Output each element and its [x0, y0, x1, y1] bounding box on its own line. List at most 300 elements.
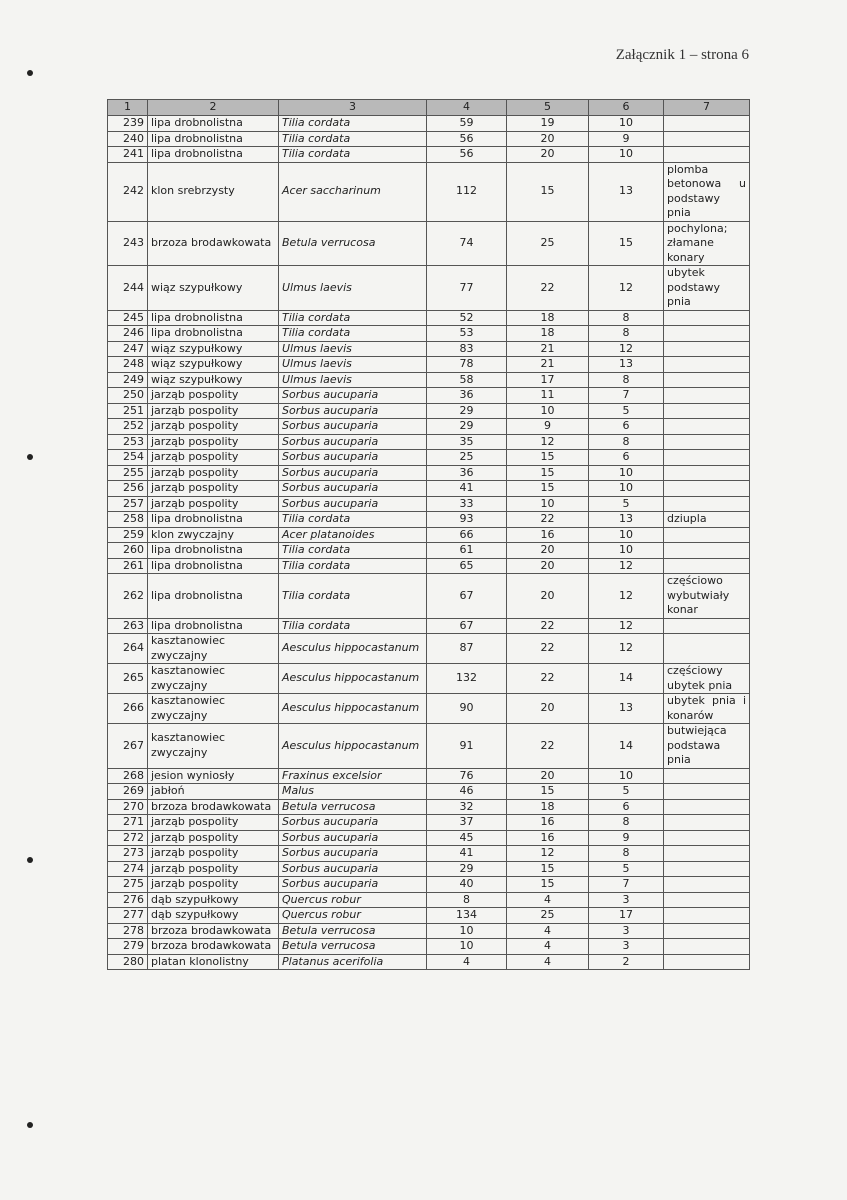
- column-6-cell: 13: [589, 512, 664, 528]
- table-row: [108, 434, 750, 450]
- latin-name-cell: Sorbus aucuparia: [279, 388, 427, 404]
- note-cell: [664, 496, 750, 512]
- table-row: [108, 162, 750, 221]
- row-number-cell: 264: [108, 634, 148, 664]
- column-4-cell: 58: [427, 372, 507, 388]
- note-cell: butwiejąca podstawa pnia: [664, 724, 750, 769]
- column-4-cell: 29: [427, 861, 507, 877]
- column-header: 7: [664, 100, 750, 116]
- table-row: [108, 784, 750, 800]
- latin-name-cell: Sorbus aucuparia: [279, 496, 427, 512]
- table-body: [108, 116, 750, 970]
- latin-name-cell: Sorbus aucuparia: [279, 481, 427, 497]
- column-4-cell: 132: [427, 664, 507, 694]
- latin-name-cell: Tilia cordata: [279, 512, 427, 528]
- polish-name-cell: jarząb pospolity: [148, 465, 279, 481]
- column-4-cell: 65: [427, 558, 507, 574]
- polish-name-cell: jarząb pospolity: [148, 434, 279, 450]
- column-6-cell: 13: [589, 357, 664, 373]
- column-4-cell: 36: [427, 465, 507, 481]
- column-6-cell: 3: [589, 939, 664, 955]
- column-6-cell: 6: [589, 419, 664, 435]
- latin-name-cell: Fraxinus excelsior: [279, 768, 427, 784]
- latin-name-cell: Sorbus aucuparia: [279, 450, 427, 466]
- latin-name-cell: Betula verrucosa: [279, 799, 427, 815]
- punch-hole-mark: [27, 1122, 33, 1128]
- polish-name-cell: kasztanowiec zwyczajny: [148, 694, 279, 724]
- polish-name-cell: lipa drobnolistna: [148, 310, 279, 326]
- column-6-cell: 9: [589, 131, 664, 147]
- row-number-cell: 267: [108, 724, 148, 769]
- column-4-cell: 87: [427, 634, 507, 664]
- polish-name-cell: jarząb pospolity: [148, 450, 279, 466]
- column-6-cell: 8: [589, 372, 664, 388]
- latin-name-cell: Sorbus aucuparia: [279, 861, 427, 877]
- column-6-cell: 12: [589, 574, 664, 619]
- latin-name-cell: Betula verrucosa: [279, 939, 427, 955]
- row-number-cell: 262: [108, 574, 148, 619]
- column-6-cell: 14: [589, 664, 664, 694]
- latin-name-cell: Tilia cordata: [279, 310, 427, 326]
- row-number-cell: 256: [108, 481, 148, 497]
- polish-name-cell: lipa drobnolistna: [148, 131, 279, 147]
- column-6-cell: 7: [589, 877, 664, 893]
- latin-name-cell: Tilia cordata: [279, 116, 427, 132]
- note-cell: [664, 465, 750, 481]
- row-number-cell: 246: [108, 326, 148, 342]
- latin-name-cell: Ulmus laevis: [279, 372, 427, 388]
- table-row: [108, 310, 750, 326]
- column-6-cell: 8: [589, 815, 664, 831]
- latin-name-cell: Quercus robur: [279, 892, 427, 908]
- row-number-cell: 261: [108, 558, 148, 574]
- note-cell: [664, 450, 750, 466]
- table-row: [108, 326, 750, 342]
- note-cell: [664, 815, 750, 831]
- column-4-cell: 67: [427, 618, 507, 634]
- note-cell: [664, 481, 750, 497]
- column-6-cell: 17: [589, 908, 664, 924]
- table-row: [108, 954, 750, 970]
- column-5-cell: 15: [507, 450, 589, 466]
- column-4-cell: 83: [427, 341, 507, 357]
- latin-name-cell: Sorbus aucuparia: [279, 815, 427, 831]
- note-cell: dziupla: [664, 512, 750, 528]
- column-5-cell: 4: [507, 923, 589, 939]
- row-number-cell: 275: [108, 877, 148, 893]
- note-cell: ubytek pnia i konarów: [664, 694, 750, 724]
- table-row: [108, 861, 750, 877]
- column-4-cell: 90: [427, 694, 507, 724]
- polish-name-cell: jarząb pospolity: [148, 846, 279, 862]
- column-6-cell: 14: [589, 724, 664, 769]
- row-number-cell: 254: [108, 450, 148, 466]
- row-number-cell: 271: [108, 815, 148, 831]
- polish-name-cell: lipa drobnolistna: [148, 574, 279, 619]
- polish-name-cell: platan klonolistny: [148, 954, 279, 970]
- column-5-cell: 21: [507, 357, 589, 373]
- polish-name-cell: brzoza brodawkowata: [148, 221, 279, 266]
- latin-name-cell: Quercus robur: [279, 908, 427, 924]
- column-5-cell: 10: [507, 403, 589, 419]
- punch-hole-mark: [27, 454, 33, 460]
- column-5-cell: 15: [507, 465, 589, 481]
- column-6-cell: 10: [589, 147, 664, 163]
- column-6-cell: 5: [589, 861, 664, 877]
- column-4-cell: 41: [427, 846, 507, 862]
- table-row: [108, 618, 750, 634]
- latin-name-cell: Aesculus hippocastanum: [279, 724, 427, 769]
- note-cell: [664, 326, 750, 342]
- table-row: [108, 465, 750, 481]
- note-cell: [664, 784, 750, 800]
- polish-name-cell: jarząb pospolity: [148, 830, 279, 846]
- latin-name-cell: Tilia cordata: [279, 618, 427, 634]
- latin-name-cell: Acer platanoides: [279, 527, 427, 543]
- table-row: [108, 147, 750, 163]
- column-5-cell: 22: [507, 618, 589, 634]
- latin-name-cell: Aesculus hippocastanum: [279, 694, 427, 724]
- latin-name-cell: Betula verrucosa: [279, 221, 427, 266]
- column-6-cell: 6: [589, 799, 664, 815]
- latin-name-cell: Sorbus aucuparia: [279, 465, 427, 481]
- column-5-cell: 20: [507, 694, 589, 724]
- note-cell: [664, 908, 750, 924]
- polish-name-cell: wiąz szypułkowy: [148, 372, 279, 388]
- column-4-cell: 33: [427, 496, 507, 512]
- column-6-cell: 12: [589, 558, 664, 574]
- table-row: [108, 908, 750, 924]
- row-number-cell: 257: [108, 496, 148, 512]
- polish-name-cell: kasztanowiec zwyczajny: [148, 664, 279, 694]
- row-number-cell: 259: [108, 527, 148, 543]
- column-4-cell: 67: [427, 574, 507, 619]
- column-5-cell: 22: [507, 512, 589, 528]
- row-number-cell: 277: [108, 908, 148, 924]
- table-row: [108, 527, 750, 543]
- column-5-cell: 4: [507, 892, 589, 908]
- column-6-cell: 7: [589, 388, 664, 404]
- column-6-cell: 5: [589, 784, 664, 800]
- latin-name-cell: Tilia cordata: [279, 558, 427, 574]
- table-row: [108, 131, 750, 147]
- column-5-cell: 4: [507, 954, 589, 970]
- column-4-cell: 77: [427, 266, 507, 311]
- polish-name-cell: klon zwyczajny: [148, 527, 279, 543]
- row-number-cell: 243: [108, 221, 148, 266]
- note-cell: [664, 527, 750, 543]
- table-header-row: [108, 100, 750, 116]
- punch-hole-mark: [27, 857, 33, 863]
- column-5-cell: 20: [507, 147, 589, 163]
- row-number-cell: 240: [108, 131, 148, 147]
- table-row: [108, 116, 750, 132]
- row-number-cell: 247: [108, 341, 148, 357]
- polish-name-cell: lipa drobnolistna: [148, 116, 279, 132]
- column-5-cell: 4: [507, 939, 589, 955]
- polish-name-cell: lipa drobnolistna: [148, 147, 279, 163]
- column-4-cell: 45: [427, 830, 507, 846]
- row-number-cell: 241: [108, 147, 148, 163]
- column-4-cell: 41: [427, 481, 507, 497]
- row-number-cell: 258: [108, 512, 148, 528]
- row-number-cell: 260: [108, 543, 148, 559]
- column-4-cell: 29: [427, 403, 507, 419]
- column-5-cell: 18: [507, 799, 589, 815]
- table-row: [108, 877, 750, 893]
- row-number-cell: 253: [108, 434, 148, 450]
- polish-name-cell: kasztanowiec zwyczajny: [148, 634, 279, 664]
- column-4-cell: 8: [427, 892, 507, 908]
- column-6-cell: 8: [589, 434, 664, 450]
- table-row: [108, 372, 750, 388]
- note-cell: [664, 341, 750, 357]
- column-5-cell: 15: [507, 877, 589, 893]
- polish-name-cell: lipa drobnolistna: [148, 618, 279, 634]
- column-5-cell: 20: [507, 574, 589, 619]
- note-cell: [664, 543, 750, 559]
- column-5-cell: 15: [507, 784, 589, 800]
- column-5-cell: 20: [507, 543, 589, 559]
- table-row: [108, 341, 750, 357]
- table-row: [108, 923, 750, 939]
- column-5-cell: 16: [507, 830, 589, 846]
- polish-name-cell: jabłoń: [148, 784, 279, 800]
- polish-name-cell: dąb szypułkowy: [148, 908, 279, 924]
- column-6-cell: 8: [589, 326, 664, 342]
- column-5-cell: 12: [507, 434, 589, 450]
- note-cell: ubytek podstawy pnia: [664, 266, 750, 311]
- table-row: [108, 799, 750, 815]
- table-row: [108, 694, 750, 724]
- column-5-cell: 25: [507, 908, 589, 924]
- row-number-cell: 270: [108, 799, 148, 815]
- row-number-cell: 263: [108, 618, 148, 634]
- polish-name-cell: lipa drobnolistna: [148, 326, 279, 342]
- row-number-cell: 242: [108, 162, 148, 221]
- column-5-cell: 22: [507, 266, 589, 311]
- polish-name-cell: brzoza brodawkowata: [148, 939, 279, 955]
- column-4-cell: 46: [427, 784, 507, 800]
- column-4-cell: 10: [427, 923, 507, 939]
- latin-name-cell: Sorbus aucuparia: [279, 434, 427, 450]
- latin-name-cell: Sorbus aucuparia: [279, 419, 427, 435]
- table-row: [108, 221, 750, 266]
- polish-name-cell: klon srebrzysty: [148, 162, 279, 221]
- note-cell: [664, 388, 750, 404]
- polish-name-cell: kasztanowiec zwyczajny: [148, 724, 279, 769]
- column-5-cell: 17: [507, 372, 589, 388]
- column-4-cell: 134: [427, 908, 507, 924]
- column-4-cell: 37: [427, 815, 507, 831]
- row-number-cell: 239: [108, 116, 148, 132]
- column-6-cell: 5: [589, 403, 664, 419]
- row-number-cell: 274: [108, 861, 148, 877]
- note-cell: [664, 892, 750, 908]
- polish-name-cell: wiąz szypułkowy: [148, 266, 279, 311]
- note-cell: [664, 799, 750, 815]
- polish-name-cell: jarząb pospolity: [148, 815, 279, 831]
- table-row: [108, 450, 750, 466]
- column-4-cell: 35: [427, 434, 507, 450]
- row-number-cell: 268: [108, 768, 148, 784]
- row-number-cell: 250: [108, 388, 148, 404]
- note-cell: [664, 768, 750, 784]
- table-row: [108, 634, 750, 664]
- table-row: [108, 830, 750, 846]
- column-4-cell: 40: [427, 877, 507, 893]
- row-number-cell: 245: [108, 310, 148, 326]
- column-header: 6: [589, 100, 664, 116]
- column-4-cell: 59: [427, 116, 507, 132]
- note-cell: [664, 419, 750, 435]
- table-row: [108, 939, 750, 955]
- table-row: [108, 664, 750, 694]
- table-row: [108, 388, 750, 404]
- note-cell: [664, 131, 750, 147]
- column-4-cell: 10: [427, 939, 507, 955]
- polish-name-cell: lipa drobnolistna: [148, 558, 279, 574]
- latin-name-cell: Sorbus aucuparia: [279, 877, 427, 893]
- column-6-cell: 6: [589, 450, 664, 466]
- row-number-cell: 273: [108, 846, 148, 862]
- note-cell: [664, 558, 750, 574]
- note-cell: częściowy ubytek pnia: [664, 664, 750, 694]
- latin-name-cell: Ulmus laevis: [279, 266, 427, 311]
- note-cell: [664, 846, 750, 862]
- column-6-cell: 8: [589, 846, 664, 862]
- note-cell: [664, 116, 750, 132]
- row-number-cell: 276: [108, 892, 148, 908]
- table-row: [108, 403, 750, 419]
- note-cell: [664, 357, 750, 373]
- column-4-cell: 78: [427, 357, 507, 373]
- tree-inventory-table: [107, 99, 750, 970]
- latin-name-cell: Tilia cordata: [279, 326, 427, 342]
- column-5-cell: 18: [507, 310, 589, 326]
- column-6-cell: 2: [589, 954, 664, 970]
- column-6-cell: 9: [589, 830, 664, 846]
- column-6-cell: 10: [589, 543, 664, 559]
- column-4-cell: 36: [427, 388, 507, 404]
- polish-name-cell: wiąz szypułkowy: [148, 357, 279, 373]
- column-6-cell: 10: [589, 116, 664, 132]
- latin-name-cell: Acer saccharinum: [279, 162, 427, 221]
- latin-name-cell: Sorbus aucuparia: [279, 846, 427, 862]
- column-5-cell: 22: [507, 724, 589, 769]
- row-number-cell: 269: [108, 784, 148, 800]
- column-5-cell: 20: [507, 131, 589, 147]
- column-6-cell: 3: [589, 923, 664, 939]
- polish-name-cell: brzoza brodawkowata: [148, 799, 279, 815]
- column-4-cell: 25: [427, 450, 507, 466]
- column-6-cell: 13: [589, 694, 664, 724]
- latin-name-cell: Tilia cordata: [279, 147, 427, 163]
- table-row: [108, 481, 750, 497]
- column-5-cell: 20: [507, 768, 589, 784]
- column-5-cell: 22: [507, 664, 589, 694]
- column-4-cell: 76: [427, 768, 507, 784]
- polish-name-cell: lipa drobnolistna: [148, 512, 279, 528]
- column-4-cell: 4: [427, 954, 507, 970]
- row-number-cell: 272: [108, 830, 148, 846]
- tree-inventory-table-container: [107, 99, 749, 970]
- column-6-cell: 3: [589, 892, 664, 908]
- column-5-cell: 25: [507, 221, 589, 266]
- column-5-cell: 19: [507, 116, 589, 132]
- column-4-cell: 52: [427, 310, 507, 326]
- column-4-cell: 56: [427, 147, 507, 163]
- polish-name-cell: jarząb pospolity: [148, 496, 279, 512]
- column-4-cell: 53: [427, 326, 507, 342]
- row-number-cell: 255: [108, 465, 148, 481]
- column-5-cell: 15: [507, 481, 589, 497]
- column-5-cell: 15: [507, 861, 589, 877]
- column-5-cell: 9: [507, 419, 589, 435]
- polish-name-cell: jarząb pospolity: [148, 861, 279, 877]
- column-6-cell: 8: [589, 310, 664, 326]
- row-number-cell: 278: [108, 923, 148, 939]
- table-row: [108, 768, 750, 784]
- column-4-cell: 112: [427, 162, 507, 221]
- row-number-cell: 251: [108, 403, 148, 419]
- column-4-cell: 66: [427, 527, 507, 543]
- note-cell: [664, 861, 750, 877]
- column-6-cell: 12: [589, 341, 664, 357]
- column-5-cell: 12: [507, 846, 589, 862]
- column-4-cell: 29: [427, 419, 507, 435]
- note-cell: plomba betonowa u podstawy pnia: [664, 162, 750, 221]
- row-number-cell: 265: [108, 664, 148, 694]
- note-cell: [664, 634, 750, 664]
- polish-name-cell: wiąz szypułkowy: [148, 341, 279, 357]
- table-row: [108, 266, 750, 311]
- row-number-cell: 279: [108, 939, 148, 955]
- column-6-cell: 10: [589, 768, 664, 784]
- row-number-cell: 252: [108, 419, 148, 435]
- table-row: [108, 419, 750, 435]
- table-row: [108, 357, 750, 373]
- note-cell: [664, 147, 750, 163]
- polish-name-cell: jarząb pospolity: [148, 388, 279, 404]
- note-cell: [664, 954, 750, 970]
- polish-name-cell: jarząb pospolity: [148, 403, 279, 419]
- column-5-cell: 21: [507, 341, 589, 357]
- latin-name-cell: Tilia cordata: [279, 543, 427, 559]
- column-5-cell: 16: [507, 527, 589, 543]
- polish-name-cell: jarząb pospolity: [148, 419, 279, 435]
- latin-name-cell: Ulmus laevis: [279, 357, 427, 373]
- polish-name-cell: jesion wyniosły: [148, 768, 279, 784]
- row-number-cell: 244: [108, 266, 148, 311]
- column-header: 5: [507, 100, 589, 116]
- column-6-cell: 13: [589, 162, 664, 221]
- column-6-cell: 12: [589, 266, 664, 311]
- column-header: 4: [427, 100, 507, 116]
- column-4-cell: 32: [427, 799, 507, 815]
- table-row: [108, 892, 750, 908]
- column-6-cell: 10: [589, 465, 664, 481]
- row-number-cell: 249: [108, 372, 148, 388]
- polish-name-cell: lipa drobnolistna: [148, 543, 279, 559]
- column-6-cell: 12: [589, 618, 664, 634]
- latin-name-cell: Malus: [279, 784, 427, 800]
- column-header: 3: [279, 100, 427, 116]
- table-row: [108, 724, 750, 769]
- page-header: Załącznik 1 – strona 6: [615, 47, 749, 63]
- row-number-cell: 248: [108, 357, 148, 373]
- column-header: 1: [108, 100, 148, 116]
